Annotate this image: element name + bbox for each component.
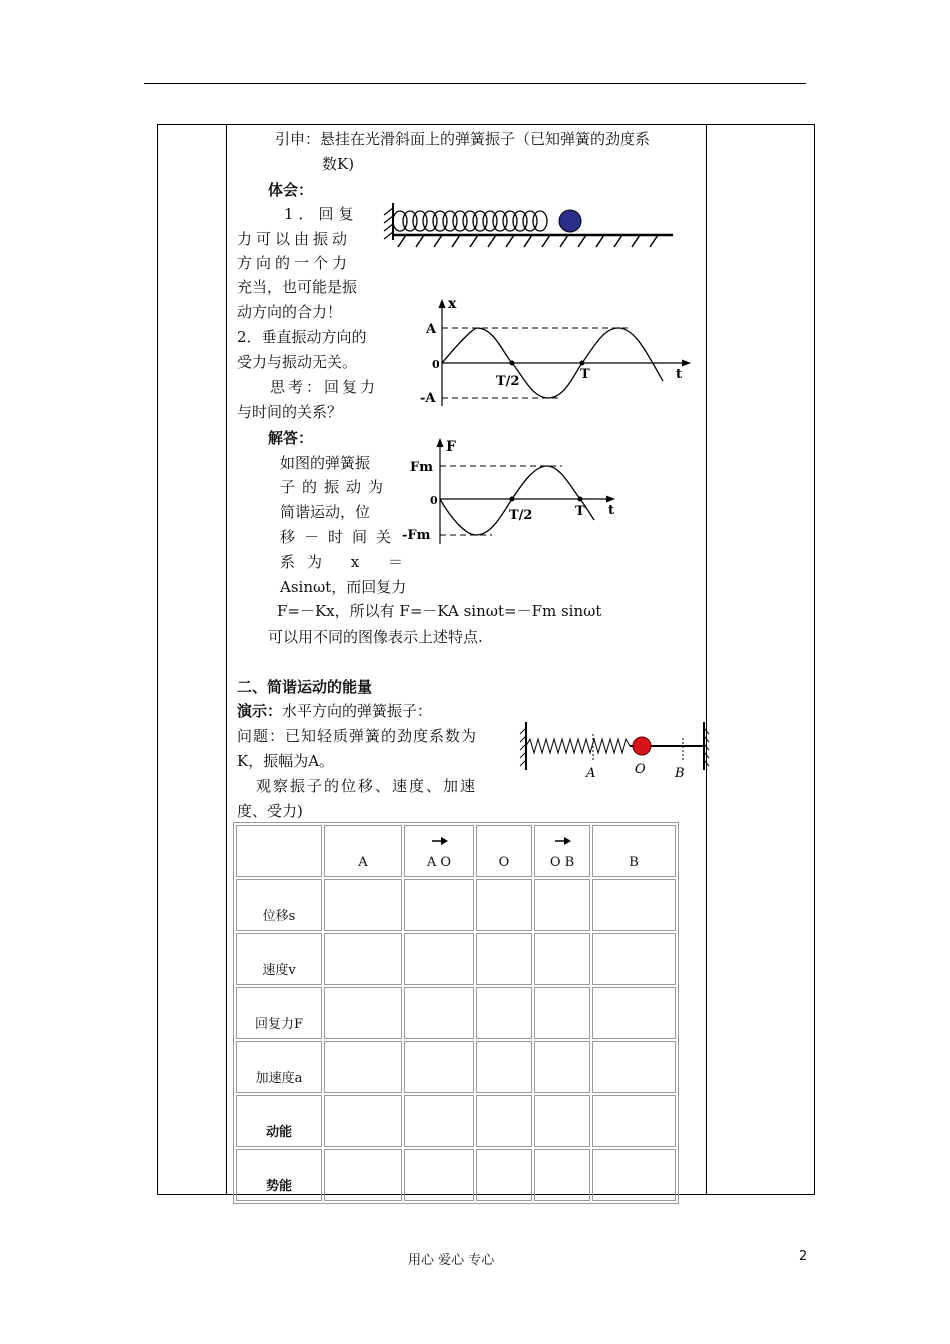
label-o: O	[635, 762, 646, 777]
oscillator-ball	[633, 737, 651, 755]
answer-line: 子的振动为	[280, 478, 391, 496]
table-row	[236, 879, 676, 931]
answer-conclusion: 可以用不同的图像表示上述特点.	[268, 628, 483, 646]
x-axis-label-y: x	[448, 296, 457, 312]
f-graph-min-label: -Fm	[402, 528, 431, 543]
observe-line: 观察振子的位移、速度、加速	[256, 777, 478, 795]
section-2-heading: 二、简谐运动的能量	[237, 678, 373, 696]
force-time-graph	[402, 434, 622, 544]
tihui-p1-line: 1．回复	[284, 205, 359, 223]
spring-ball-diagram	[378, 200, 678, 260]
observation-table	[233, 822, 679, 1204]
horizontal-oscillator-diagram	[518, 720, 710, 782]
demo-label: 演示：	[237, 702, 283, 720]
think-line: 与时间的关系？	[237, 403, 343, 421]
label-a: A	[586, 766, 596, 781]
tihui-p2-line: 2．垂直振动方向的	[237, 328, 367, 346]
f-axis-label-t: t	[608, 503, 615, 518]
table-row	[236, 1149, 676, 1201]
row-label: 回复力F	[236, 987, 322, 1039]
spring-coil	[393, 211, 547, 231]
answer-line: Asinωt，而回复力	[280, 578, 407, 596]
f-graph-zero-label: 0	[430, 494, 438, 507]
header-o-b-label: O B	[549, 855, 575, 870]
label-b: B	[675, 766, 685, 781]
f-graph-half-period-label: T/2	[509, 508, 533, 523]
column-divider-right	[706, 124, 707, 1195]
x-graph-zero-label: 0	[432, 358, 440, 371]
row-label: 势能	[236, 1149, 322, 1201]
tihui-p1-line: 动方向的合力！	[237, 303, 343, 321]
answer-line: 移－时间关	[280, 528, 401, 546]
displacement-time-graph	[408, 296, 698, 408]
arrow-right-icon	[555, 836, 571, 846]
think-line: 思考：回复力	[270, 378, 379, 396]
table-header-cell	[534, 825, 590, 877]
tihui-p1-line: 力可以由振动	[237, 230, 352, 248]
x-graph-period-label: T	[580, 367, 590, 382]
header-a-o-label: A O	[426, 855, 452, 870]
row-label: 速度v	[236, 933, 322, 985]
answer-heading: 解答：	[268, 429, 314, 447]
table-header-cell	[404, 825, 474, 877]
tihui-p1-line: 方向的一个力	[237, 254, 352, 272]
answer-line: 简谐运动，位	[280, 503, 371, 521]
question-line: 问题：已知轻质弹簧的劲度系数为	[237, 727, 478, 745]
table-header-cell: B	[592, 825, 676, 877]
x-graph-amplitude-label: A	[426, 322, 437, 337]
ball	[559, 210, 581, 232]
header-rule	[144, 83, 806, 84]
answer-line: 如图的弹簧振	[280, 454, 371, 472]
arrow-right-icon	[432, 836, 448, 846]
x-axis-label-t: t	[676, 367, 683, 382]
question-line: K，振幅为A。	[237, 752, 335, 770]
table-header-cell	[236, 825, 322, 877]
tihui-heading: 体会：	[268, 181, 314, 199]
footer-motto: 用心 爱心 专心	[408, 1253, 495, 1268]
x-graph-neg-amplitude-label: -A	[420, 391, 436, 406]
page-number: 2	[799, 1249, 808, 1264]
answer-line: 系为 x ＝	[280, 553, 415, 571]
f-axis-label-y: F	[446, 439, 456, 455]
intro-line-1: 引申：悬挂在光滑斜面上的弹簧振子（已知弹簧的劲度系	[275, 130, 651, 148]
table-header-row	[236, 825, 676, 877]
table-header-cell: O	[476, 825, 532, 877]
tihui-p1-line: 充当，也可能是振	[237, 278, 358, 296]
table-row	[236, 933, 676, 985]
f-graph-max-label: Fm	[410, 460, 433, 475]
table-row	[236, 987, 676, 1039]
row-label: 动能	[236, 1095, 322, 1147]
table-row	[236, 1041, 676, 1093]
row-label: 加速度a	[236, 1041, 322, 1093]
intro-line-2: 数K)	[322, 155, 355, 173]
x-graph-half-period-label: T/2	[496, 374, 520, 389]
column-divider-left	[226, 124, 227, 1195]
table-header-cell: A	[324, 825, 402, 877]
tihui-p2-line: 受力与振动无关。	[237, 353, 358, 371]
answer-formula: F=－Kx，所以有 F=－KA sinωt=－Fm sinωt	[277, 602, 602, 620]
f-graph-period-label: T	[575, 504, 585, 519]
demo-text: 水平方向的弹簧振子：	[282, 702, 433, 720]
row-label: 位移s	[236, 879, 322, 931]
observe-line: 度、受力)	[237, 802, 303, 820]
table-row	[236, 1095, 676, 1147]
